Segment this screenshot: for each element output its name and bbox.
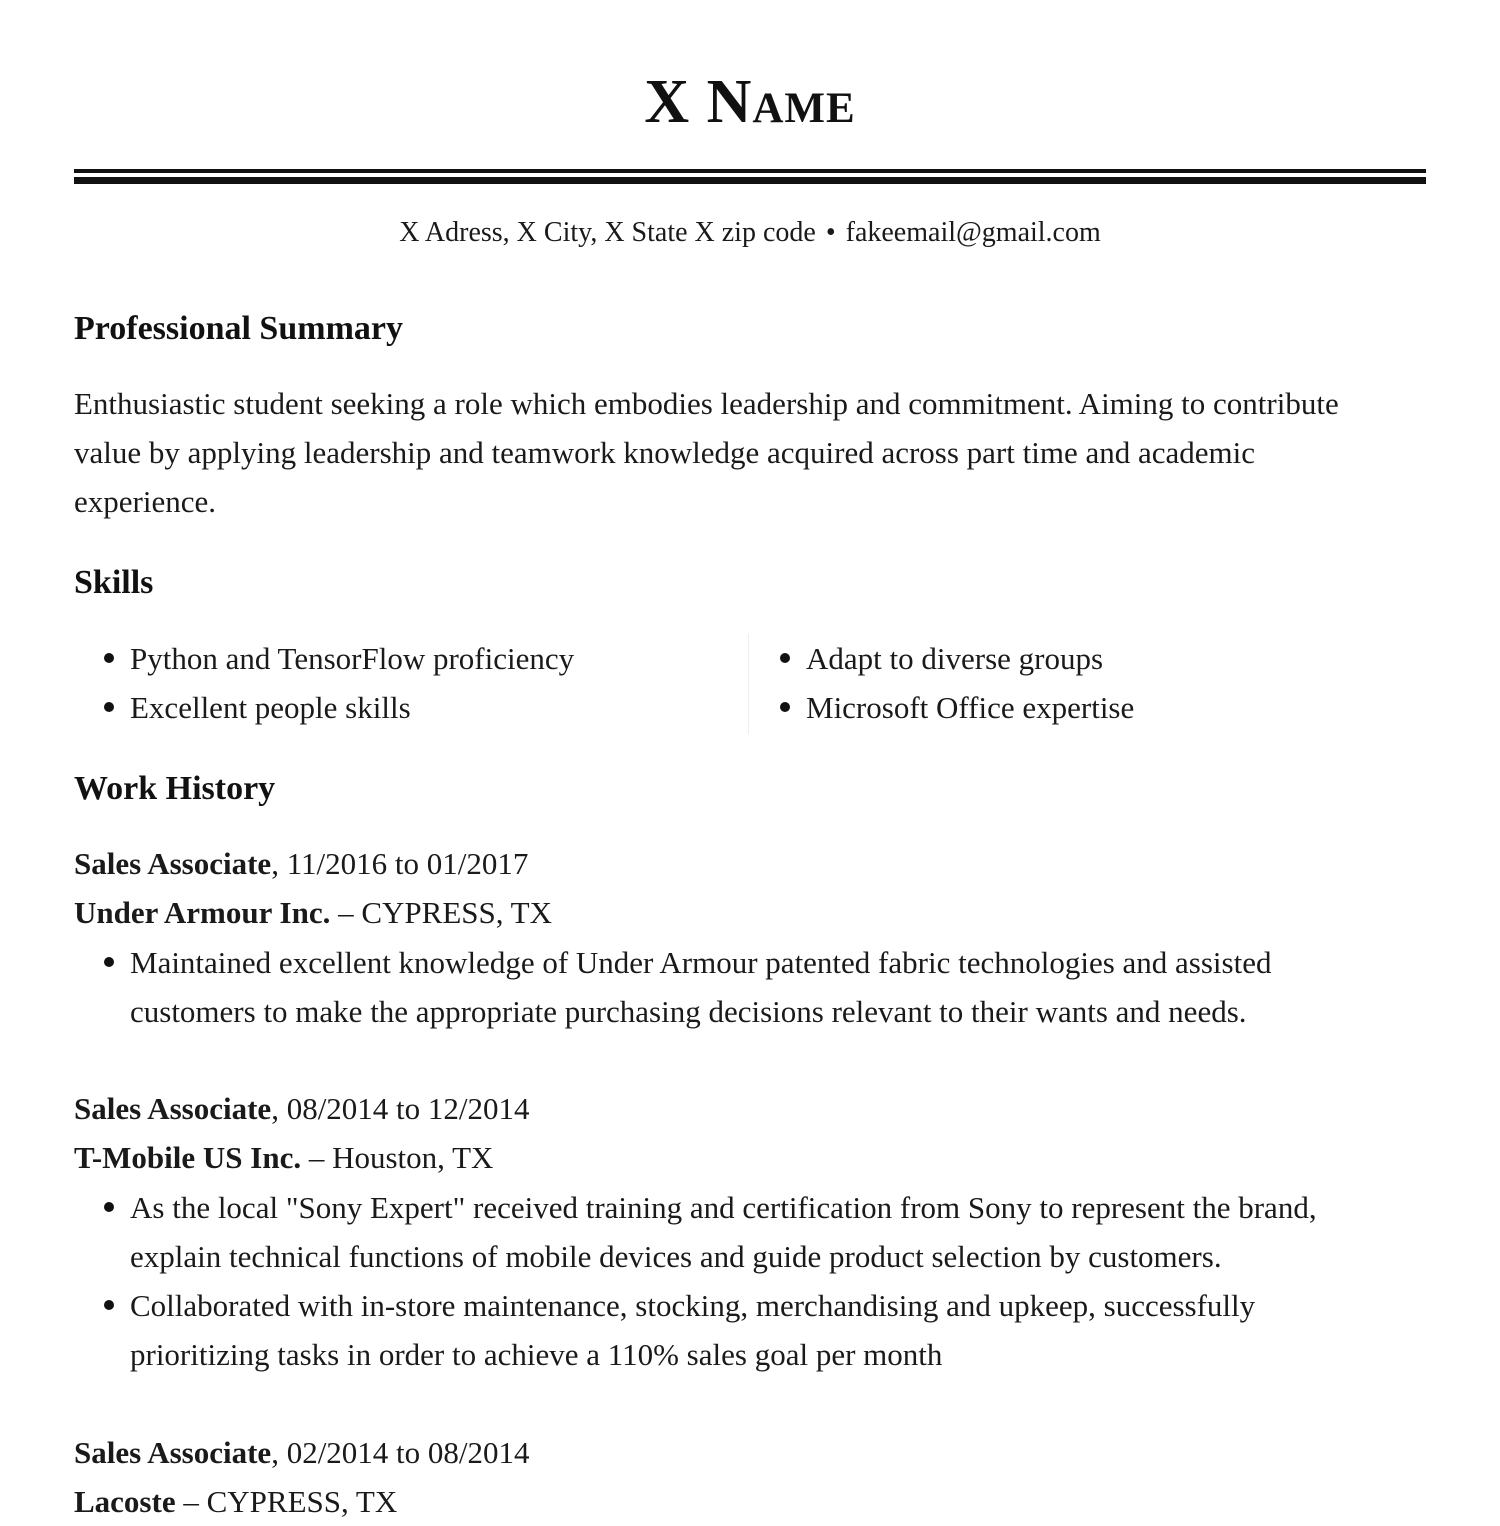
job-title: Sales Associate xyxy=(74,846,272,881)
job-title-line xyxy=(74,1428,530,1477)
job-location: – CYPRESS, TX xyxy=(175,1484,398,1519)
job-title-line xyxy=(74,1084,530,1133)
skills-heading: Skills xyxy=(74,564,154,601)
separator: • xyxy=(825,217,836,248)
job-dates: , 02/2014 to 08/2014 xyxy=(271,1435,530,1470)
bullet-icon xyxy=(104,1300,114,1310)
job-location: – Houston, TX xyxy=(301,1140,494,1175)
candidate-name: X Name xyxy=(644,68,856,136)
skill-item: Python and TensorFlow proficiency xyxy=(130,641,575,676)
work-heading: Work History xyxy=(74,770,276,807)
job-title-line xyxy=(74,839,528,888)
job-company-line xyxy=(74,888,552,937)
header-rule-thin xyxy=(74,169,1426,173)
job-company-line xyxy=(74,1133,493,1182)
address: X Adress, X City, X State X zip code xyxy=(399,217,816,248)
job-bullet-line: Maintained excellent knowledge of Under Armour patented fabric technologies and assisted xyxy=(130,945,1272,980)
summary-line: Enthusiastic student seeking a role which embodies leadership and commitment. Aiming to contribute xyxy=(74,386,1339,421)
job-company: Under Armour Inc. xyxy=(74,895,331,930)
summary-line: value by applying leadership and teamwork knowledge acquired across part time and academic xyxy=(74,435,1255,470)
skills-column-divider xyxy=(748,634,749,734)
job-company: T-Mobile US Inc. xyxy=(74,1140,302,1175)
job-bullet-line: As the local "Sony Expert" received training and certification from Sony to represent the brand, xyxy=(130,1190,1317,1225)
email[interactable]: fakeemail@gmail.com xyxy=(845,217,1101,248)
bullet-icon xyxy=(780,653,790,663)
job-location: – CYPRESS, TX xyxy=(330,895,553,930)
job-dates: , 08/2014 to 12/2014 xyxy=(271,1091,530,1126)
bullet-icon xyxy=(780,702,790,712)
job-title: Sales Associate xyxy=(74,1091,272,1126)
job-title: Sales Associate xyxy=(74,1435,272,1470)
summary-heading: Professional Summary xyxy=(74,310,403,347)
job-dates: , 11/2016 to 01/2017 xyxy=(271,846,529,881)
bullet-icon xyxy=(104,957,114,967)
header-rule-thick xyxy=(74,177,1426,184)
job-company-line xyxy=(74,1477,397,1526)
bullet-icon xyxy=(104,1202,114,1212)
contact-line xyxy=(0,215,1500,251)
skill-item: Adapt to diverse groups xyxy=(806,641,1104,676)
summary-line: experience. xyxy=(74,484,216,519)
skill-item: Microsoft Office expertise xyxy=(806,690,1135,725)
bullet-icon xyxy=(104,653,114,663)
bullet-icon xyxy=(104,702,114,712)
job-bullet-line: explain technical functions of mobile devices and guide product selection by customers. xyxy=(130,1239,1222,1274)
job-company: Lacoste xyxy=(74,1484,176,1519)
job-bullet-line: Collaborated with in-store maintenance, stocking, merchandising and upkeep, successfully xyxy=(130,1288,1256,1323)
job-bullet-line: customers to make the appropriate purchasing decisions relevant to their wants and needs. xyxy=(130,994,1247,1029)
skill-item: Excellent people skills xyxy=(130,690,411,725)
job-bullet-line: prioritizing tasks in order to achieve a 110% sales goal per month xyxy=(130,1337,943,1372)
